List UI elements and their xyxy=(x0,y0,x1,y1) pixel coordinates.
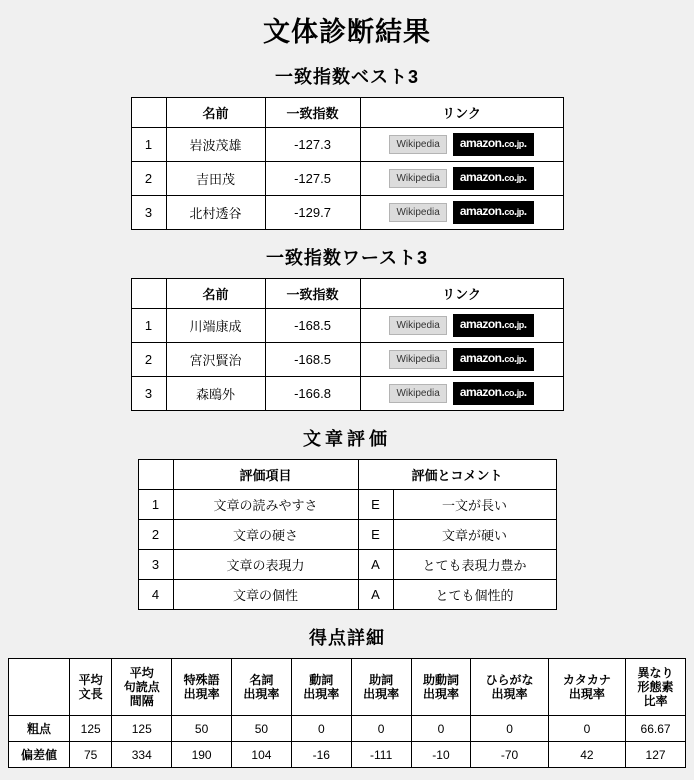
wikipedia-link[interactable]: Wikipedia xyxy=(389,203,446,222)
table-header-row xyxy=(131,98,563,128)
eval-grade: A xyxy=(358,580,393,610)
eval-item: 文章の個性 xyxy=(173,580,358,610)
eval-item: 文章の読みやすさ xyxy=(173,490,358,520)
table-row xyxy=(138,580,556,610)
best-name: 北村透谷 xyxy=(166,196,265,230)
details-value: 66.67 xyxy=(626,716,686,742)
worst-score: -168.5 xyxy=(265,343,360,377)
eval-grade: E xyxy=(358,520,393,550)
worst-name: 川端康成 xyxy=(166,309,265,343)
worst-header-score: 一致指数 xyxy=(265,279,360,309)
details-value: 334 xyxy=(112,742,172,768)
best-name: 吉田茂 xyxy=(166,162,265,196)
details-value: 127 xyxy=(626,742,686,768)
worst-rank: 1 xyxy=(131,309,166,343)
eval-comment: とても表現力豊か xyxy=(393,550,556,580)
page-title: 文体診断結果 xyxy=(263,17,431,47)
details-value: 125 xyxy=(70,716,112,742)
table-row xyxy=(138,490,556,520)
eval-item: 文章の表現力 xyxy=(173,550,358,580)
eval-grade: A xyxy=(358,550,393,580)
best-table xyxy=(131,97,564,230)
wikipedia-link[interactable]: Wikipedia xyxy=(389,384,446,403)
details-table xyxy=(8,658,686,768)
worst-table xyxy=(131,278,564,411)
amazon-link[interactable]: amazon.co.jp. xyxy=(453,167,534,190)
best-table-wrap xyxy=(0,97,694,230)
details-value: 190 xyxy=(172,742,232,768)
evaluation-table xyxy=(138,459,557,610)
section-title-evaluation: 文章評価 xyxy=(303,429,391,449)
table-header-row xyxy=(131,279,563,309)
details-value: 0 xyxy=(471,716,548,742)
section-title-details: 得点詳細 xyxy=(309,628,385,648)
wikipedia-link[interactable]: Wikipedia xyxy=(389,350,446,369)
best-links xyxy=(360,128,563,162)
worst-header-name: 名前 xyxy=(166,279,265,309)
table-header-row xyxy=(138,460,556,490)
amazon-link[interactable]: amazon.co.jp. xyxy=(453,382,534,405)
worst-links xyxy=(360,377,563,411)
best-links xyxy=(360,196,563,230)
details-value: 75 xyxy=(70,742,112,768)
best-rank: 2 xyxy=(131,162,166,196)
eval-header-item: 評価項目 xyxy=(173,460,358,490)
eval-rank: 1 xyxy=(138,490,173,520)
eval-rank: 2 xyxy=(138,520,173,550)
eval-comment: とても個性的 xyxy=(393,580,556,610)
worst-links xyxy=(360,309,563,343)
details-value: 104 xyxy=(232,742,292,768)
details-col-particle-rate: 助詞 出現率 xyxy=(351,659,411,716)
wikipedia-link[interactable]: Wikipedia xyxy=(389,316,446,335)
worst-links xyxy=(360,343,563,377)
table-row xyxy=(9,742,686,768)
details-value: 50 xyxy=(232,716,292,742)
eval-grade: E xyxy=(358,490,393,520)
table-row xyxy=(131,343,563,377)
eval-comment: 一文が長い xyxy=(393,490,556,520)
details-value: -70 xyxy=(471,742,548,768)
details-col-verb-rate: 動詞 出現率 xyxy=(291,659,351,716)
details-value: 50 xyxy=(172,716,232,742)
details-value: 0 xyxy=(411,716,471,742)
details-col-avg-sentence-length: 平均 文長 xyxy=(70,659,112,716)
eval-rank: 3 xyxy=(138,550,173,580)
eval-item: 文章の硬さ xyxy=(173,520,358,550)
section-title-worst: 一致指数ワースト3 xyxy=(265,248,429,268)
details-value: 42 xyxy=(548,742,625,768)
worst-table-wrap xyxy=(0,278,694,411)
best-header-corner xyxy=(131,98,166,128)
table-row xyxy=(138,550,556,580)
best-links xyxy=(360,162,563,196)
evaluation-table-wrap xyxy=(0,459,694,610)
details-col-hiragana-rate: ひらがな 出現率 xyxy=(471,659,548,716)
worst-name: 宮沢賢治 xyxy=(166,343,265,377)
details-col-special-word-rate: 特殊語 出現率 xyxy=(172,659,232,716)
best-header-link: リンク xyxy=(360,98,563,128)
details-row-label-deviation: 偏差値 xyxy=(9,742,70,768)
details-col-punctuation-interval: 平均 句読点 間隔 xyxy=(112,659,172,716)
details-col-katakana-rate: カタカナ 出現率 xyxy=(548,659,625,716)
eval-header-comment: 評価とコメント xyxy=(358,460,556,490)
amazon-link[interactable]: amazon.co.jp. xyxy=(453,348,534,371)
worst-score: -168.5 xyxy=(265,309,360,343)
table-row xyxy=(9,716,686,742)
details-row-label-raw: 粗点 xyxy=(9,716,70,742)
details-value: -16 xyxy=(291,742,351,768)
eval-comment: 文章が硬い xyxy=(393,520,556,550)
details-col-auxiliary-verb-rate: 助動詞 出現率 xyxy=(411,659,471,716)
worst-rank: 3 xyxy=(131,377,166,411)
best-header-score: 一致指数 xyxy=(265,98,360,128)
details-header-corner xyxy=(9,659,70,716)
best-score: -127.5 xyxy=(265,162,360,196)
worst-rank: 2 xyxy=(131,343,166,377)
table-row xyxy=(131,128,563,162)
worst-header-link: リンク xyxy=(360,279,563,309)
table-row xyxy=(131,377,563,411)
details-value: 125 xyxy=(112,716,172,742)
details-table-wrap xyxy=(0,658,694,768)
worst-score: -166.8 xyxy=(265,377,360,411)
eval-rank: 4 xyxy=(138,580,173,610)
worst-header-corner xyxy=(131,279,166,309)
best-name: 岩波茂雄 xyxy=(166,128,265,162)
best-score: -127.3 xyxy=(265,128,360,162)
table-row xyxy=(131,309,563,343)
results-page xyxy=(0,10,694,780)
amazon-link[interactable]: amazon.co.jp. xyxy=(453,133,534,156)
amazon-link[interactable]: amazon.co.jp. xyxy=(453,314,534,337)
table-row xyxy=(138,520,556,550)
wikipedia-link[interactable]: Wikipedia xyxy=(389,135,446,154)
best-rank: 1 xyxy=(131,128,166,162)
worst-name: 森鴎外 xyxy=(166,377,265,411)
best-rank: 3 xyxy=(131,196,166,230)
details-value: 0 xyxy=(351,716,411,742)
table-header-row xyxy=(9,659,686,716)
details-col-noun-rate: 名詞 出現率 xyxy=(232,659,292,716)
details-col-unique-morpheme-ratio: 異なり 形態素 比率 xyxy=(626,659,686,716)
table-row xyxy=(131,162,563,196)
details-value: 0 xyxy=(291,716,351,742)
details-value: -111 xyxy=(351,742,411,768)
best-score: -129.7 xyxy=(265,196,360,230)
best-header-name: 名前 xyxy=(166,98,265,128)
details-value: 0 xyxy=(548,716,625,742)
table-row xyxy=(131,196,563,230)
wikipedia-link[interactable]: Wikipedia xyxy=(389,169,446,188)
amazon-link[interactable]: amazon.co.jp. xyxy=(453,201,534,224)
details-value: -10 xyxy=(411,742,471,768)
eval-header-corner xyxy=(138,460,173,490)
section-title-best: 一致指数ベスト3 xyxy=(274,67,419,87)
